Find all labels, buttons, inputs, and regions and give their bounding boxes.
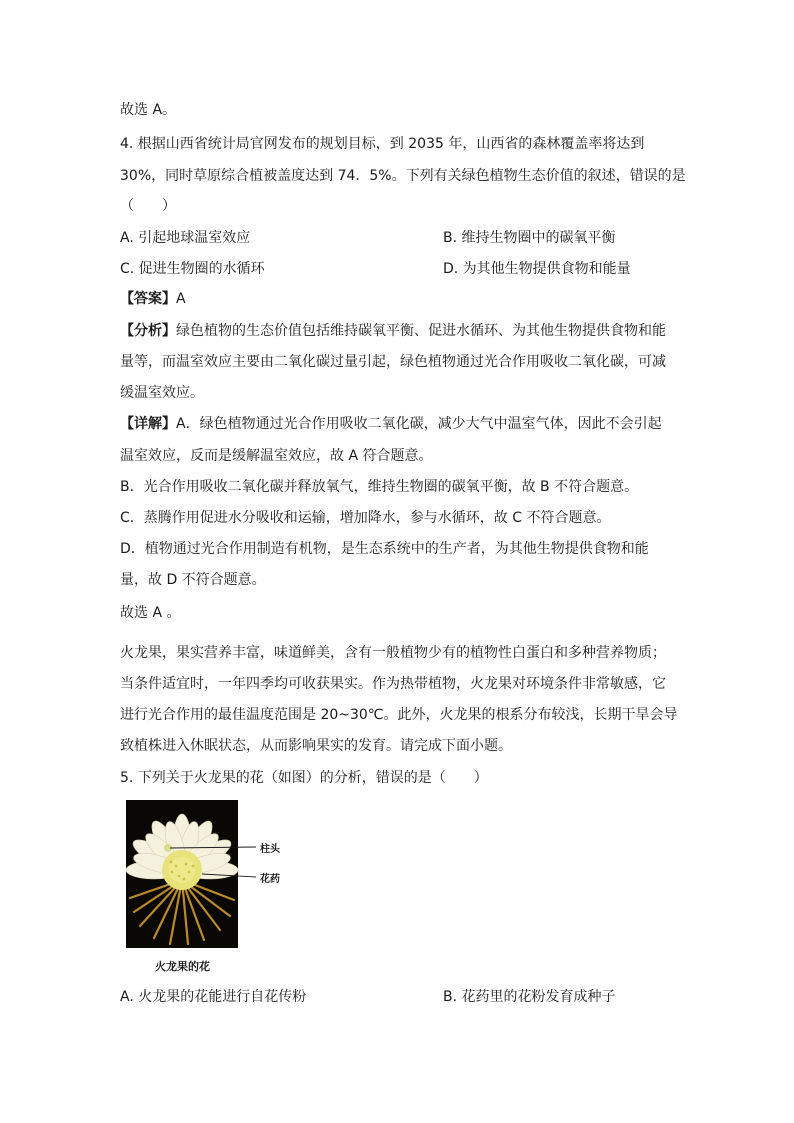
question-4-line-2: 30%，同时草原综合植被盖度达到 74．5%。下列有关绿色植物生态价值的叙述，错误的是 [120,168,686,184]
analysis-line-1 [120,321,666,341]
detail-label: 【详解】 [120,416,176,432]
text-line: 故选 A。 [120,102,177,118]
q4-option-d: D. 为其他生物提供食物和能量 [443,261,631,277]
detail-line-3: B．光合作用吸收二氧化碳并释放氧气，维持生物圈的碳氧平衡，故 B 不符合题意。 [120,479,639,495]
detail-line-6: 量，故 D 不符合题意。 [120,572,266,588]
analysis-label: 【分析】 [120,323,176,339]
q5-option-b: B. 花药里的花粉发育成种子 [443,989,616,1005]
flower-figure [126,800,416,980]
detail-line-4: C．蒸腾作用促进水分吸收和运输，增加降水，参与水循环，故 C 不符合题意。 [120,510,611,526]
passage-line-4: 致植株进入休眠状态，从而影响果实的发育。请完成下面小题。 [120,738,512,754]
question-4-line-1: 4. 根据山西省统计局官网发布的规划目标，到 2035 年，山西省的森林覆盖率将达到 [120,136,645,152]
answer-line [120,289,186,309]
passage-line-1: 火龙果，果实营养丰富，味道鲜美，含有一般植物少有的植物性白蛋白和多种营养物质； [120,645,666,661]
question-5: 5. 下列关于火龙果的花（如图）的分析，错误的是（ ） [120,770,488,786]
analysis-line-3: 缓温室效应。 [120,385,204,401]
label-anther: 花药 [260,874,280,885]
passage-line-2: 当条件适宜时，一年四季均可收获果实。作为热带植物，火龙果对环境条件非常敏感，它 [120,676,666,692]
q4-option-c: C. 促进生物圈的水循环 [120,261,265,277]
q4-option-b: B. 维持生物圈中的碳氧平衡 [443,230,616,246]
q5-option-a: A. 火龙果的花能进行自花传粉 [120,989,307,1005]
figure-caption: 火龙果的花 [155,960,210,973]
detail-line-1 [120,414,662,434]
analysis-text: 绿色植物的生态价值包括维持碳氧平衡、促进水循环、为其他生物提供食物和能 [176,323,666,339]
conclusion-line: 故选 A 。 [120,605,181,621]
answer-value: A [176,291,186,307]
answer-label: 【答案】 [120,291,176,307]
detail-line-5: D．植物通过光合作用制造有机物，是生态系统中的生产者，为其他生物提供食物和能 [120,541,649,557]
question-4-blank: （ ） [120,198,176,214]
label-stigma: 柱头 [260,844,280,855]
passage-line-3: 进行光合作用的最佳温度范围是 20~30℃。此外，火龙果的根系分布较浅，长期干旱会导 [120,707,678,723]
analysis-line-2: 量等，而温室效应主要由二氧化碳过量引起，绿色植物通过光合作用吸收二氧化碳，可减 [120,354,666,370]
q4-option-a: A. 引起地球温室效应 [120,230,251,246]
detail-text: A．绿色植物通过光合作用吸收二氧化碳，减少大气中温室气体，因此不会引起 [176,416,662,432]
detail-line-2: 温室效应，反而是缓解温室效应，故 A 符合题意。 [120,448,433,464]
